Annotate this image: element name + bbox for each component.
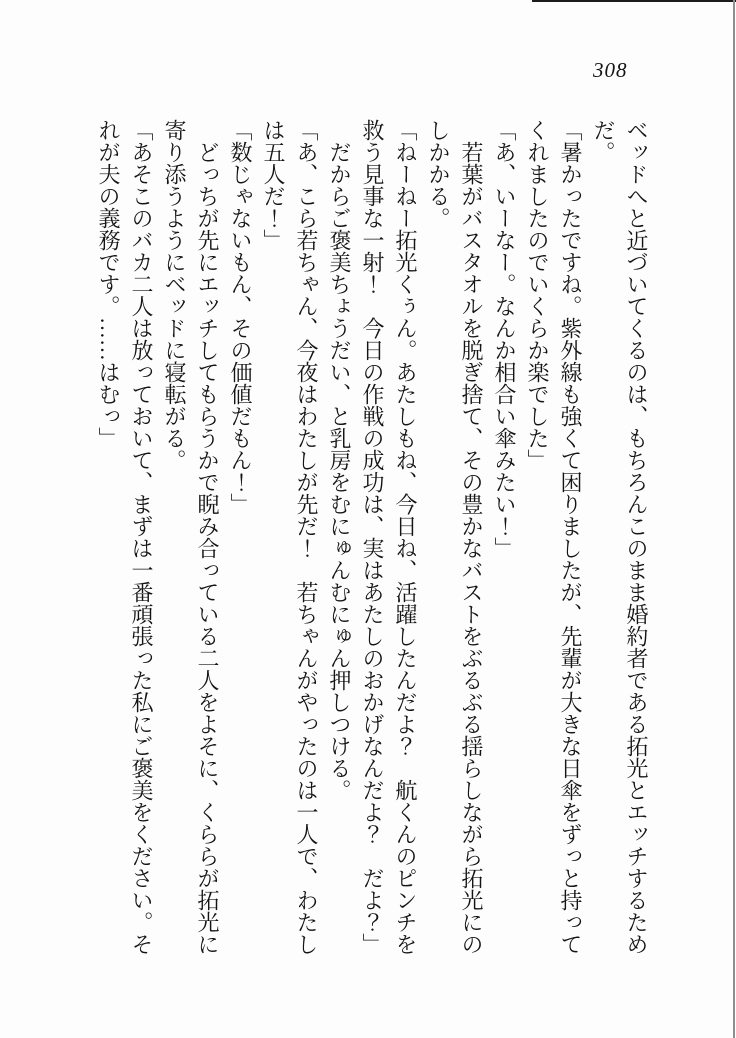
right-edge-scan-line <box>733 0 735 1038</box>
text-column: ベッドへと近づいてくるのは、もちろんこのまま婚約者である拓光とエッチするため <box>624 119 649 955</box>
page-number: 308 <box>593 58 628 82</box>
text-column: 救う見事な一射！ 今日の作戦の成功は、実はあたしのおかげなんだよ？ だよ？」 <box>360 119 385 955</box>
text-column: 若葉がバスタオルを脱ぎ捨て、その豊かなバストをぶるぶる揺らしながら拓光にの <box>459 141 484 955</box>
text-block <box>92 119 653 959</box>
text-column: 「数じゃないもん、その価値だもん！」 <box>228 119 253 515</box>
text-column: は五人だ！」 <box>261 119 286 251</box>
top-edge-scan-line <box>532 0 736 2</box>
text-column: 「あそこのバカ二人は放っておいて、まずは一番頑張った私にご褒美をください。そ <box>129 119 154 955</box>
text-column: くれましたのでいくらか楽でした」 <box>525 119 550 471</box>
text-column: 寄り添うようにベッドに寝転がる。 <box>162 119 187 471</box>
text-column: 「あ、いーなー。なんか相合い傘みたい！」 <box>492 119 517 559</box>
text-column: だ。 <box>591 119 616 163</box>
text-column: 「ねーねー拓光くぅん。あたしもね、今日ね、活躍したんだよ？ 航くんのピンチを <box>393 119 418 955</box>
text-column: しかかる。 <box>426 119 451 229</box>
text-column: 「あ、こら若ちゃん、今夜はわたしが先だ！ 若ちゃんがやったのは一人で、わたし <box>294 119 319 955</box>
text-column: だからご褒美ちょうだい、と乳房をむにゅんむにゅん押しつける。 <box>327 141 352 801</box>
text-column: れが夫の義務です。……はむっ」 <box>96 119 121 449</box>
text-column: 「暑かったですね。紫外線も強くて困りましたが、先輩が大きな日傘をずっと持って <box>558 119 583 955</box>
text-column: どっちが先にエッチしてもらうかで睨み合っている二人をよそに、くららが拓光に <box>195 141 220 955</box>
